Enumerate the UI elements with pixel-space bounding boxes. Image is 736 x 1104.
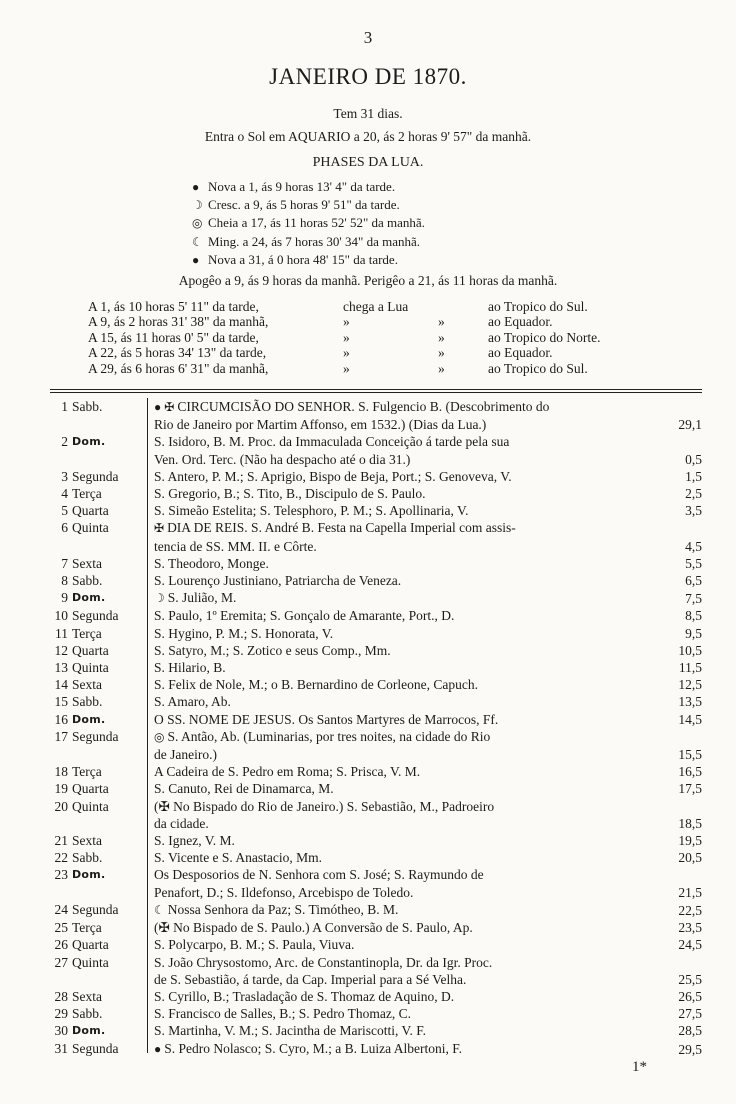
- moon-age: 7,5: [685, 591, 702, 607]
- day-saints: ☽ S. Julião, M.: [154, 590, 237, 606]
- weekday: Sabb.: [72, 573, 103, 589]
- moon-age: 9,5: [685, 625, 702, 641]
- weekday: Sabb.: [72, 399, 103, 414]
- moon-age: 27,5: [678, 1006, 702, 1022]
- day-number: 14: [54, 677, 68, 693]
- moon-phase-row: [192, 196, 425, 214]
- weekday: Quinta: [72, 520, 109, 536]
- moon-age: 3,5: [685, 503, 702, 519]
- day-saints: S. Satyro, M.; S. Zotico e seus Comp., Mm.: [154, 642, 391, 658]
- weekday: Sexta: [72, 555, 102, 571]
- day-number: 28: [54, 988, 68, 1004]
- day-saints: S. Hygino, P. M.; S. Honorata, V.: [154, 625, 334, 641]
- moon-phase-row: [192, 251, 425, 269]
- moon-age: 1,5: [685, 468, 702, 484]
- day-number: 24: [54, 901, 68, 917]
- day-saints: S. Lourenço Justiniano, Patriarcha de Veneza.: [154, 573, 402, 589]
- weekday: Terça: [72, 764, 102, 780]
- day-number: 27: [54, 954, 68, 970]
- day-number: 6: [61, 520, 68, 536]
- page-title: JANEIRO DE 1870.: [269, 64, 467, 89]
- day-number: 31: [54, 1040, 68, 1056]
- weekday: Dom.: [72, 712, 106, 726]
- moon-phase-text: Nova a 31, á 0 hora 48' 15" da tarde.: [208, 251, 398, 267]
- moon-age: 22,5: [678, 902, 702, 918]
- day-number: 3: [61, 468, 68, 484]
- day-number: 4: [61, 486, 68, 502]
- days-count: Tem 31 dias.: [333, 106, 403, 121]
- tropic-row: [88, 330, 601, 345]
- page-number: 3: [363, 28, 373, 47]
- moon-age: 16,5: [678, 764, 702, 780]
- day-row: [50, 988, 702, 1005]
- day-number: 18: [54, 764, 68, 780]
- day-saints: ◎ S. Antão, Ab. (Luminarias, por tres noites, na cidade do Rio de Janeiro.): [154, 728, 491, 763]
- day-row: [50, 589, 702, 607]
- apogee-line: Apogêo a 9, ás 9 horas da manhã. Perigêo a 21, ás 11 horas da manhã.: [178, 273, 558, 288]
- day-symbol-icon: ☾: [154, 902, 165, 917]
- day-number: 7: [61, 555, 68, 571]
- weekday: Dom.: [72, 1024, 106, 1038]
- weekday: Dom.: [72, 868, 106, 882]
- moon-age: 23,5: [678, 920, 702, 936]
- weekday: Quinta: [72, 798, 109, 814]
- moon-phase-row: [192, 214, 425, 232]
- day-row: [50, 954, 702, 988]
- day-row: [50, 728, 702, 763]
- weekday: Segunda: [72, 468, 119, 484]
- tropic-destination: ao Tropico do Sul.: [488, 360, 588, 376]
- day-saints: S. Isidoro, B. M. Proc. da Immaculada Conceição á tarde pela sua Ven. Ord. Terc. (Não ha despacho até o dia 31.): [154, 434, 510, 467]
- weekday: Sabb.: [72, 850, 103, 866]
- weekday: Quinta: [72, 660, 109, 676]
- day-number: 10: [54, 608, 68, 624]
- moon-phases-list: [192, 178, 425, 269]
- divider-top: [50, 389, 702, 390]
- tropic-destination: ao Tropico do Sul.: [488, 299, 588, 314]
- tropic-ditto: »: [343, 345, 350, 361]
- tropic-time: A 15, ás 11 horas 0' 5" da tarde,: [88, 329, 259, 345]
- day-saints: ● ✠ CIRCUMCISÃO DO SENHOR. S. Fulgencio B. (Descobrimento do Rio de Janeiro por Martim Affonso, em 1532.) (Dias da Lua.): [154, 399, 550, 433]
- moon-age: 5,5: [685, 555, 702, 571]
- day-number: 30: [54, 1023, 68, 1039]
- moon-age: 20,5: [678, 850, 702, 866]
- day-row: [50, 659, 702, 676]
- weekday: Terça: [72, 486, 102, 502]
- sun-entry: Entra o Sol em AQUARIO a 20, ás 2 horas 9' 57" da manhã.: [204, 129, 532, 144]
- day-row: [50, 433, 702, 467]
- day-number: 25: [54, 920, 68, 936]
- tropics-list: [88, 299, 601, 376]
- day-row: [50, 693, 702, 710]
- tropic-ditto-2: »: [438, 329, 445, 345]
- tropic-time: A 22, ás 5 horas 34' 13" da tarde,: [88, 345, 267, 361]
- day-row: [50, 607, 702, 624]
- day-row: [50, 485, 702, 502]
- new-moon-icon: ●: [192, 180, 200, 194]
- moon-age: 13,5: [678, 694, 702, 710]
- day-saints: O SS. NOME DE JESUS. Os Santos Martyres de Marrocos, Ff.: [154, 711, 499, 727]
- tropic-row: [88, 345, 601, 360]
- tropic-time: A 29, ás 6 horas 6' 31" da manhã,: [88, 360, 269, 376]
- moon-age: 26,5: [678, 988, 702, 1004]
- tropic-time: A 9, ás 2 horas 31' 38" da manhã,: [88, 314, 269, 330]
- day-row: [50, 936, 702, 953]
- moon-age: 11,5: [678, 660, 702, 676]
- day-row: [50, 866, 702, 900]
- day-number: 20: [54, 798, 68, 814]
- tropic-destination: ao Tropico do Norte.: [488, 329, 601, 345]
- weekday: Dom.: [72, 435, 106, 449]
- weekday: Dom.: [72, 591, 106, 605]
- day-row: [50, 502, 702, 519]
- day-number: 29: [54, 1006, 68, 1022]
- day-saints: Os Desposorios de N. Senhora com S. José; S. Raymundo de Penafort, D.; S. Ildefonso, Arcebispo de Toledo.: [154, 867, 484, 900]
- moon-age: 15,5: [678, 747, 702, 763]
- weekday: Segunda: [72, 901, 119, 917]
- weekday: Quinta: [72, 954, 109, 970]
- weekday: Segunda: [72, 728, 119, 744]
- tropic-time: A 1, ás 10 horas 5' 11" da tarde,: [88, 299, 259, 314]
- moon-age: 2,5: [685, 486, 702, 502]
- full-moon-icon: ◎: [192, 216, 203, 231]
- day-saints: (✠ No Bispado do Rio de Janeiro.) S. Sebastião, M., Padroeiro da cidade.: [154, 798, 495, 831]
- moon-age: 0,5: [685, 451, 702, 467]
- moon-age: 17,5: [678, 781, 702, 797]
- moon-age: 10,5: [678, 642, 702, 658]
- moon-phase-text: Nova a 1, ás 9 horas 13' 4" da tarde.: [208, 179, 396, 194]
- day-row: [50, 798, 702, 832]
- day-number: 9: [61, 590, 68, 606]
- moon-age: 25,5: [678, 971, 702, 987]
- day-saints: S. Polycarpo, B. M.; S. Paula, Viuva.: [154, 937, 355, 953]
- moon-age: 19,5: [678, 833, 702, 849]
- day-saints: S. Paulo, 1º Eremita; S. Gonçalo de Amarante, Port., D.: [154, 608, 455, 624]
- moon-age: 12,5: [678, 677, 702, 693]
- weekday: Quarta: [72, 642, 109, 658]
- day-number: 2: [61, 434, 68, 450]
- day-row: [50, 919, 702, 936]
- day-saints: S. Cyrillo, B.; Trasladação de S. Thomaz de Aquino, D.: [154, 988, 455, 1004]
- day-saints: S. Simeão Estelita; S. Telesphoro, P. M.; S. Apollinaria, V.: [154, 503, 469, 519]
- day-row: [50, 625, 702, 642]
- tropic-ditto-2: »: [438, 345, 445, 361]
- weekday: Segunda: [72, 608, 119, 624]
- day-number: 21: [54, 833, 68, 849]
- new-moon-icon: ●: [192, 252, 200, 267]
- day-saints: S. Canuto, Rei de Dinamarca, M.: [154, 781, 334, 797]
- day-row: [50, 780, 702, 797]
- tropic-ditto-2: »: [438, 360, 445, 376]
- phases-title: PHASES DA LUA.: [312, 155, 424, 170]
- day-number: 12: [54, 642, 68, 658]
- day-number: 23: [54, 867, 68, 883]
- day-saints: S. Gregorio, B.; S. Tito, B., Discipulo de S. Paulo.: [154, 486, 426, 502]
- tropic-row: [88, 314, 601, 329]
- day-saints: S. João Chrysostomo, Arc. de Constantinopla, Dr. da Igr. Proc. de S. Sebastião, á tarde, da Cap. Imperial para a Sé Velha.: [154, 954, 493, 987]
- tropic-row: [88, 299, 601, 314]
- day-saints: S. Ignez, V. M.: [154, 833, 235, 849]
- day-symbol-icon: ☽: [154, 591, 165, 606]
- day-saints: S. Theodoro, Monge.: [154, 555, 269, 571]
- day-number: 22: [54, 850, 68, 866]
- day-number: 8: [61, 573, 68, 589]
- day-saints: ● S. Pedro Nolasco; S. Cyro, M.; a B. Luiza Albertoni, F.: [154, 1040, 463, 1056]
- day-row: [50, 849, 702, 866]
- moon-age: 29,5: [678, 1041, 702, 1057]
- tropic-ditto-2: »: [438, 314, 445, 330]
- day-row: [50, 555, 702, 572]
- day-row: [50, 832, 702, 849]
- tropic-row: [88, 361, 601, 376]
- day-number: 16: [54, 711, 68, 727]
- day-list: [50, 398, 702, 1058]
- day-row: [50, 572, 702, 589]
- last-quarter-icon: ☾: [192, 234, 203, 249]
- tropic-ditto: »: [343, 314, 350, 330]
- day-saints: ☾ Nossa Senhora da Paz; S. Timótheo, B. M.: [154, 901, 399, 917]
- weekday: Quarta: [72, 503, 109, 519]
- day-number: 1: [61, 399, 68, 414]
- moon-age: 6,5: [685, 573, 702, 589]
- moon-phase-row: [192, 233, 425, 251]
- day-saints: ✠ DIA DE REIS. S. André B. Festa na Capella Imperial com assis- tencia de SS. MM. II. e Côrte.: [154, 520, 516, 554]
- day-number: 13: [54, 660, 68, 676]
- weekday: Segunda: [72, 1040, 119, 1056]
- moon-age: 8,5: [685, 608, 702, 624]
- day-row: [50, 676, 702, 693]
- moon-age: 18,5: [678, 815, 702, 831]
- moon-age: 24,5: [678, 937, 702, 953]
- weekday: Sabb.: [72, 1006, 103, 1022]
- day-saints: S. Amaro, Ab.: [154, 694, 231, 710]
- first-quarter-icon: ☽: [192, 198, 203, 213]
- moon-age: 28,5: [678, 1023, 702, 1039]
- tropic-destination: ao Equador.: [488, 314, 553, 330]
- day-row: [50, 398, 702, 433]
- day-row: [50, 1005, 702, 1022]
- day-saints: S. Felix de Nole, M.; o B. Bernardino de Corleone, Capuch.: [154, 677, 478, 693]
- moon-age: 21,5: [678, 884, 702, 900]
- day-row: [50, 901, 702, 919]
- tropic-ditto: chega a Lua: [343, 299, 409, 314]
- day-row: [50, 519, 702, 554]
- moon-phase-text: Ming. a 24, ás 7 horas 30' 34" da manhã.: [208, 233, 420, 249]
- weekday: Sabb.: [72, 694, 103, 710]
- day-row: [50, 468, 702, 485]
- day-number: 5: [61, 503, 68, 519]
- day-row: [50, 1022, 702, 1039]
- moon-phase-text: Cresc. a 9, ás 5 horas 9' 51" da tarde.: [208, 197, 400, 213]
- moon-phase-row: [192, 178, 425, 196]
- weekday: Quarta: [72, 937, 109, 953]
- day-row: [50, 711, 702, 728]
- day-number: 17: [54, 728, 68, 744]
- footer-mark: 1*: [632, 1059, 647, 1075]
- weekday: Terça: [72, 625, 102, 641]
- moon-age: 14,5: [678, 711, 702, 727]
- weekday: Sexta: [72, 988, 102, 1004]
- tropic-ditto-2: [438, 299, 488, 314]
- day-symbol-icon: ✠: [154, 521, 165, 536]
- tropic-ditto: »: [343, 329, 350, 345]
- day-row: [50, 763, 702, 780]
- day-saints: S. Martinha, V. M.; S. Jacintha de Mariscotti, V. F.: [154, 1023, 427, 1039]
- day-number: 19: [54, 781, 68, 797]
- tropic-destination: ao Equador.: [488, 345, 553, 361]
- day-symbol-icon: ● ✠: [154, 400, 175, 414]
- day-number: 15: [54, 694, 68, 710]
- day-saints: (✠ No Bispado de S. Paulo.) A Conversão de S. Paulo, Ap.: [154, 920, 473, 936]
- tropic-ditto: »: [343, 360, 350, 376]
- day-symbol-icon: ●: [154, 1041, 162, 1056]
- day-saints: S. Hilario, B.: [154, 660, 226, 676]
- weekday: Terça: [72, 920, 102, 936]
- day-row: [50, 1040, 702, 1058]
- day-row: [50, 642, 702, 659]
- moon-phase-text: Cheia a 17, ás 11 horas 52' 52" da manhã.: [208, 215, 425, 231]
- day-symbol-icon: ◎: [154, 729, 165, 744]
- moon-age: 4,5: [685, 538, 702, 554]
- day-saints: S. Vicente e S. Anastacio, Mm.: [154, 850, 323, 866]
- divider-top-2: [50, 392, 702, 393]
- moon-age: 29,1: [678, 417, 702, 433]
- weekday: Sexta: [72, 833, 102, 849]
- weekday: Sexta: [72, 677, 102, 693]
- day-saints: S. Antero, P. M.; S. Aprigio, Bispo de Beja, Port.; S. Genoveva, V.: [154, 468, 512, 484]
- day-saints: A Cadeira de S. Pedro em Roma; S. Prisca, V. M.: [154, 764, 421, 780]
- day-number: 26: [54, 937, 68, 953]
- day-saints: S. Francisco de Salles, B.; S. Pedro Thomaz, C.: [154, 1006, 411, 1022]
- day-number: 11: [55, 625, 68, 641]
- weekday: Quarta: [72, 781, 109, 797]
